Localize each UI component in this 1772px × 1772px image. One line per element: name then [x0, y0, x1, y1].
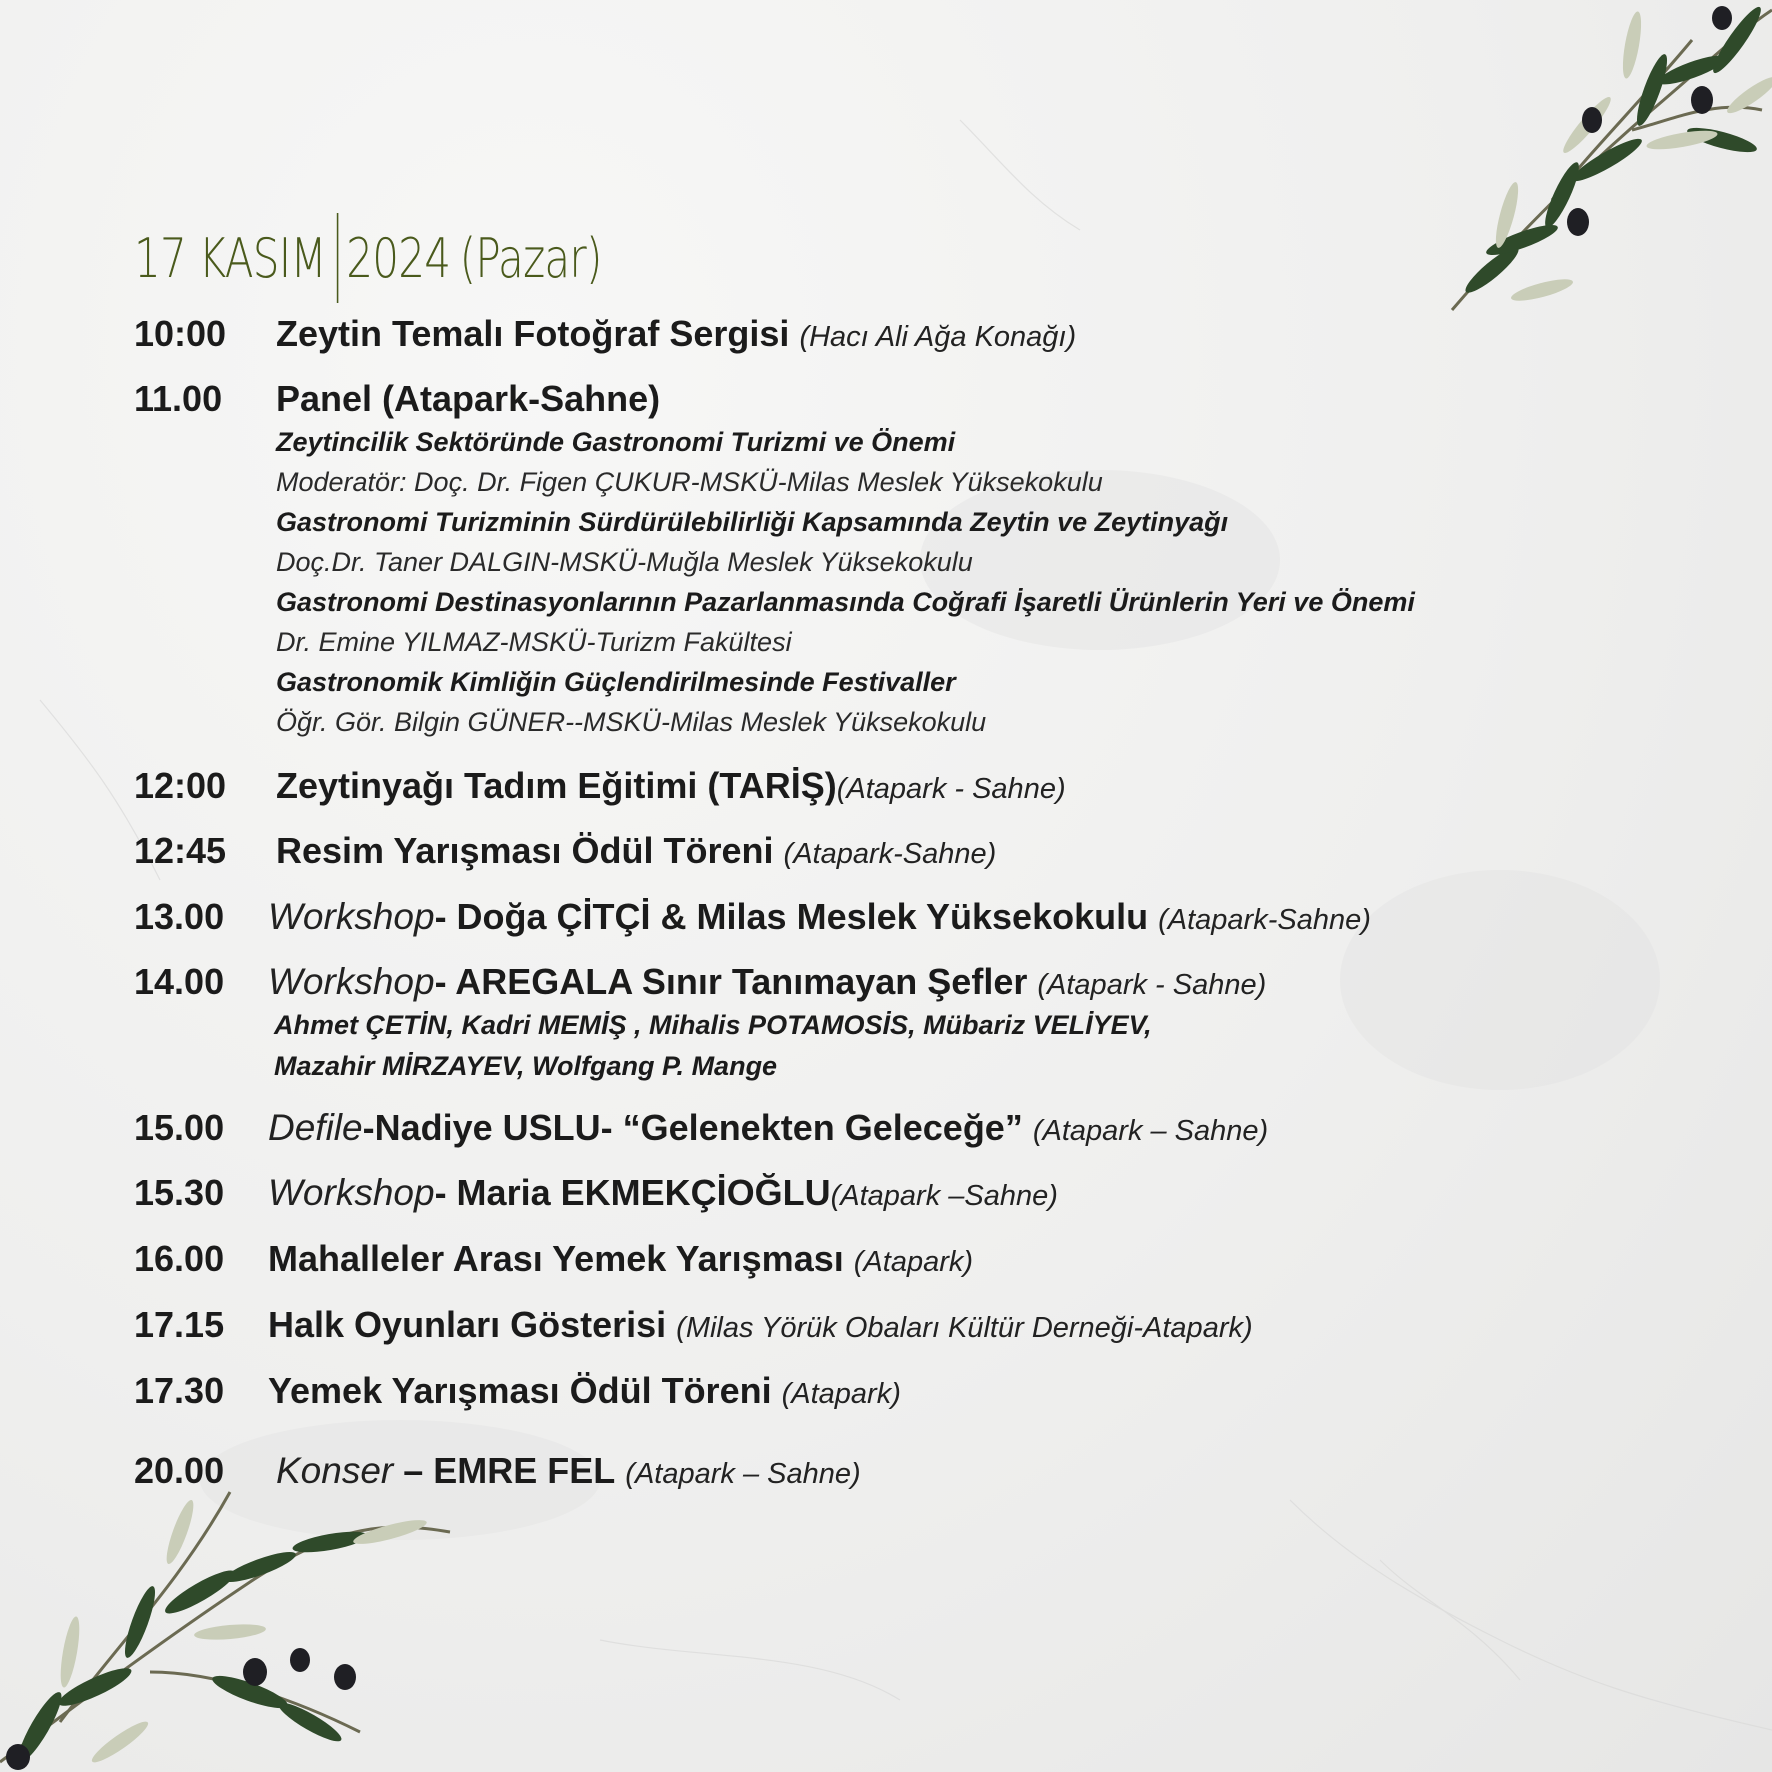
schedule-time: 11.00: [134, 378, 223, 419]
title-day: (Pazar): [459, 226, 602, 290]
schedule-time: 15.00: [134, 1107, 225, 1148]
schedule-location: (Atapark - Sahne): [1037, 969, 1267, 1001]
schedule-entry: [268, 961, 1266, 1003]
schedule-time: 20.00: [134, 1450, 225, 1491]
schedule-title: - Doğa ÇİTÇİ & Milas Meslek Yüksekokulu: [434, 896, 1149, 937]
schedule-location: (Atapark): [853, 1246, 974, 1278]
schedule-location: (Hacı Ali Ağa Konağı): [799, 321, 1077, 353]
panel-speaker: Moderatör: Doç. Dr. Figen ÇUKUR-MSKÜ-Milas Meslek Yüksekokulu: [276, 467, 1103, 497]
schedule-time: 10:00: [134, 313, 227, 354]
olive-branch-top-right-icon: [1392, 0, 1772, 330]
panel-speaker: Doç.Dr. Taner DALGIN-MSKÜ-Muğla Meslek Yüksekokulu: [276, 547, 973, 577]
schedule-entry: [276, 1450, 861, 1492]
chefs-list: Mazahir MİRZAYEV, Wolfgang P. Mange: [274, 1051, 778, 1081]
schedule-title: Panel (Atapark-Sahne): [276, 378, 661, 419]
schedule-time: 17.15: [134, 1304, 225, 1345]
schedule-type: Workshop: [268, 961, 435, 1002]
schedule-entry: [268, 1304, 1253, 1346]
panel-speaker: Dr. Emine YILMAZ-MSKÜ-Turizm Fakültesi: [276, 627, 792, 657]
schedule-title: -Nadiye USLU- “Gelenekten Geleceğe”: [362, 1107, 1023, 1148]
schedule-title: Zeytin Temalı Fotoğraf Sergisi: [276, 313, 790, 354]
schedule-location: (Atapark – Sahne): [1032, 1115, 1269, 1147]
schedule-type: Workshop: [268, 1172, 435, 1213]
title-year: 2024: [346, 226, 451, 290]
schedule-title: - AREGALA Sınır Tanımayan Şefler: [434, 961, 1028, 1002]
schedule-type: Defile: [268, 1107, 363, 1148]
schedule-title: Mahalleler Arası Yemek Yarışması: [268, 1238, 844, 1279]
schedule-title: Yemek Yarışması Ödül Töreni: [268, 1370, 772, 1411]
schedule-entry: [276, 830, 996, 872]
title-divider: [337, 213, 339, 303]
schedule-location: (Atapark-Sahne): [1158, 904, 1371, 936]
panel-speaker: Öğr. Gör. Bilgin GÜNER--MSKÜ-Milas Meslek Yüksekokulu: [276, 707, 987, 737]
page-title: [134, 212, 602, 304]
schedule-title: Zeytinyağı Tadım Eğitimi (TARİŞ): [276, 765, 837, 806]
schedule-time: 15.30: [134, 1172, 225, 1213]
schedule-time: 14.00: [134, 961, 225, 1002]
schedule-title: – EMRE FEL: [393, 1450, 616, 1491]
olive-branch-bottom-left-icon: [0, 1472, 460, 1772]
schedule-time: 12:00: [134, 765, 227, 806]
schedule-title: - Maria EKMEKÇİOĞLU: [434, 1172, 831, 1213]
panel-topic: Zeytincilik Sektöründe Gastronomi Turizmi ve Önemi: [276, 427, 956, 457]
schedule-time: 17.30: [134, 1370, 225, 1411]
schedule-location: (Atapark –Sahne): [830, 1180, 1058, 1212]
schedule-location: (Atapark – Sahne): [625, 1458, 861, 1490]
schedule-title: Resim Yarışması Ödül Töreni: [276, 830, 774, 871]
panel-topic: Gastronomi Destinasyonlarının Pazarlanmasında Coğrafi İşaretli Ürünlerin Yeri ve Önemi: [276, 587, 1415, 617]
title-date: 17 KASIM: [134, 226, 326, 290]
schedule-time: 16.00: [134, 1238, 225, 1279]
chefs-list: Ahmet ÇETİN, Kadri MEMİŞ , Mihalis POTAMOSİS, Mübariz VELİYEV,: [274, 1010, 1152, 1040]
schedule-location: (Milas Yörük Obaları Kültür Derneği-Atapark): [676, 1312, 1253, 1344]
panel-topic: Gastronomi Turizminin Sürdürülebilirliği Kapsamında Zeytin ve Zeytinyağı: [276, 507, 1229, 537]
schedule-entry: [268, 1238, 973, 1280]
schedule-location: (Atapark): [781, 1378, 901, 1410]
schedule-title: Halk Oyunları Gösterisi: [268, 1304, 667, 1345]
schedule-location: (Atapark-Sahne): [783, 838, 997, 870]
schedule-location: (Atapark - Sahne): [836, 773, 1066, 805]
schedule-entry: [268, 896, 1371, 938]
schedule-time: 13.00: [134, 896, 225, 937]
schedule-entry: [268, 1107, 1268, 1149]
schedule-entry: [276, 313, 1076, 355]
schedule-entry: [276, 765, 1066, 807]
schedule-type: Konser: [276, 1450, 394, 1491]
schedule-entry: [268, 1370, 901, 1412]
schedule-entry: [268, 1172, 1058, 1214]
schedule-time: 12:45: [134, 830, 227, 871]
schedule-type: Workshop: [268, 896, 435, 937]
panel-topic: Gastronomik Kimliğin Güçlendirilmesinde Festivaller: [276, 667, 956, 697]
